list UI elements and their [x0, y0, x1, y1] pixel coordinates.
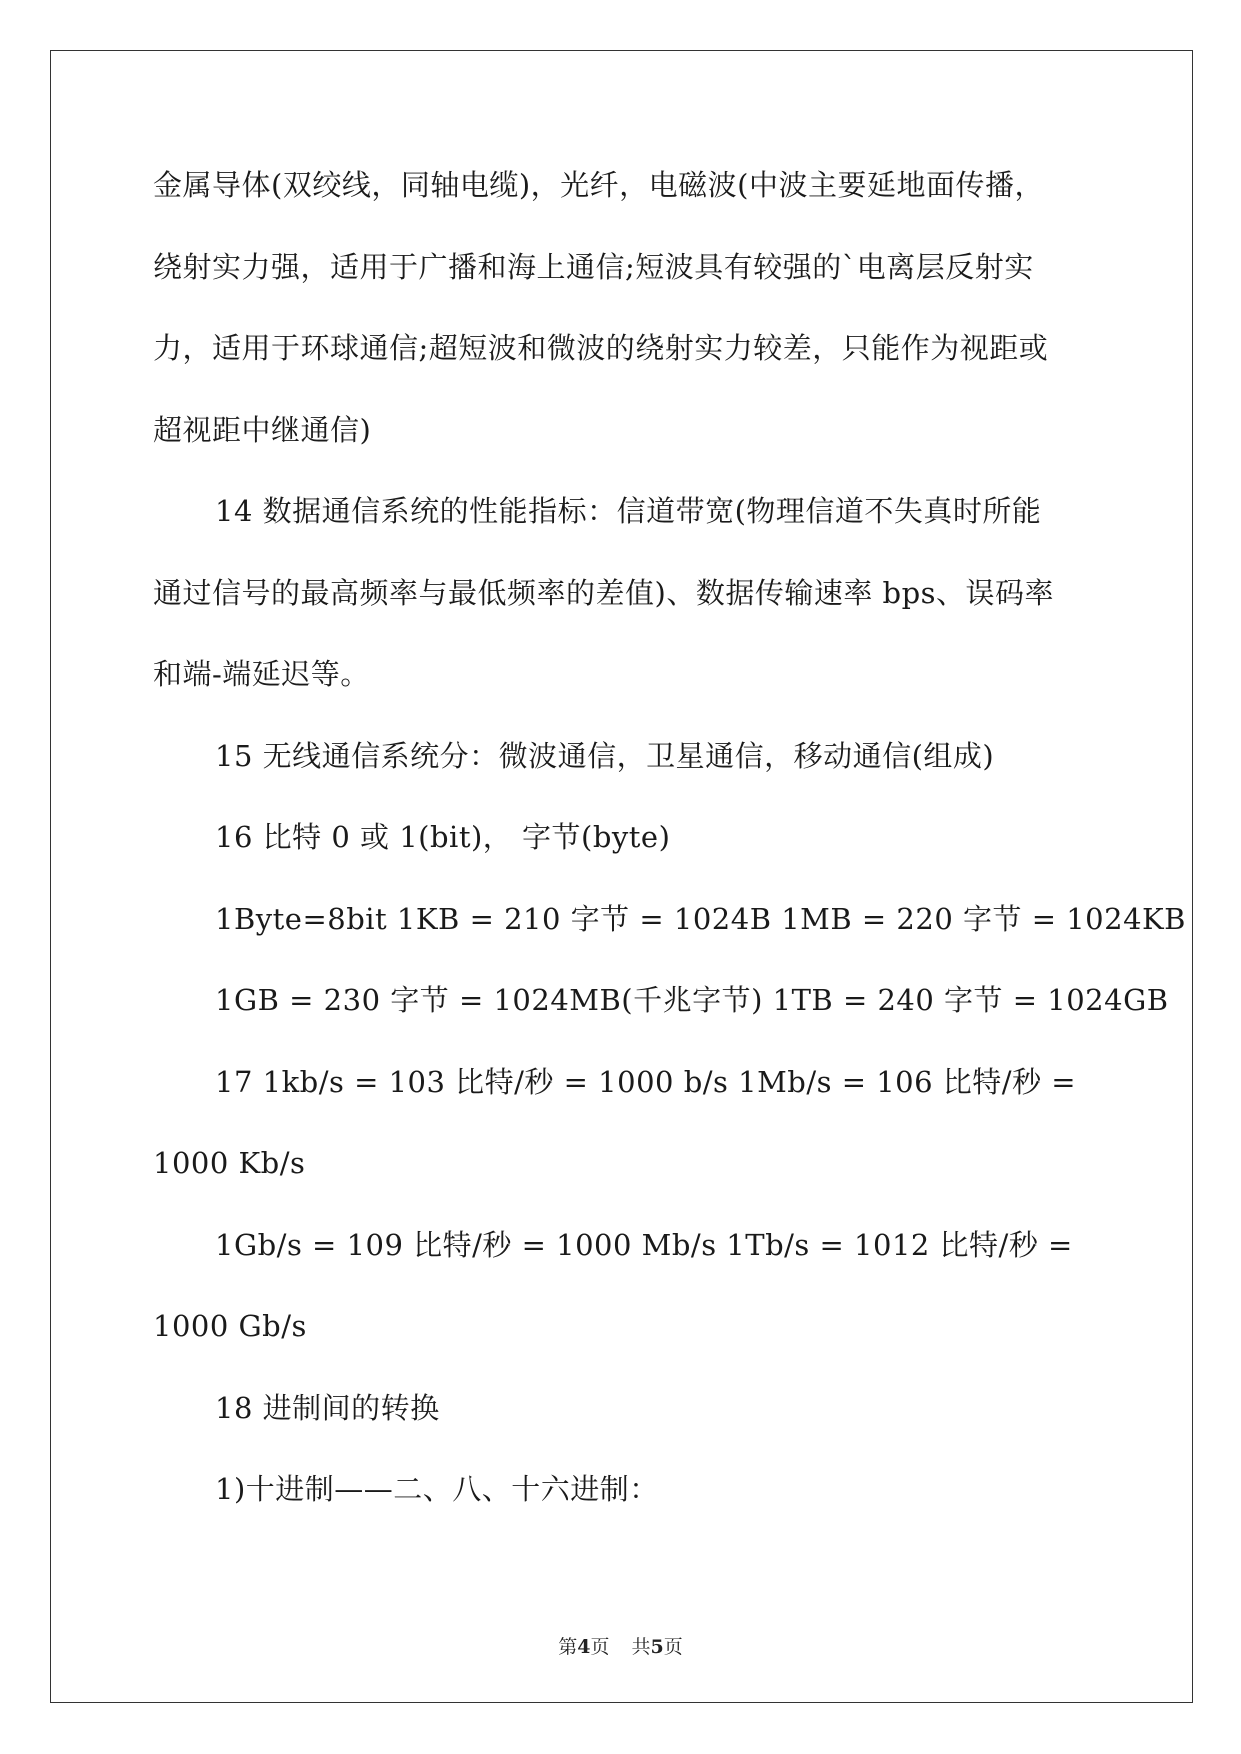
text-line: 力，适用于环球通信;超短波和微波的绕射实力较差，只能作为视距或 — [153, 331, 1049, 365]
text-line: 绕射实力强，适用于广播和海上通信;短波具有较强的`电离层反射实 — [153, 249, 1034, 284]
text-line: 18 进制间的转换 — [215, 1390, 440, 1425]
text-line: 1000 Gb/s — [153, 1309, 307, 1343]
text-line: 16 比特 0 或 1(bit)， 字节(byte) — [215, 820, 671, 854]
total-suffix: 页 — [663, 1636, 683, 1658]
text-line: 14 数据通信系统的性能指标：信道带宽(物理信道不失真时所能 — [215, 494, 1042, 528]
text-line: 1000 Kb/s — [153, 1146, 306, 1180]
text-line: 超视距中继通信) — [153, 412, 372, 447]
document-body — [153, 165, 1186, 1551]
text-line: 1Byte=8bit 1KB = 210 字节 = 1024B 1MB = 220 字节 = 1024KB — [215, 901, 1186, 936]
total-prefix: 共 — [631, 1636, 651, 1658]
text-line: 通过信号的最高频率与最低频率的差值)、数据传输速率 bps、误码率 — [153, 575, 1055, 610]
page-number: 4 — [577, 1636, 591, 1658]
text-line: 15 无线通信系统分：微波通信，卫星通信，移动通信(组成) — [215, 738, 995, 773]
total-pages: 5 — [650, 1636, 664, 1658]
page-prefix: 第 — [558, 1636, 578, 1658]
page-suffix: 页 — [590, 1636, 610, 1658]
text-line: 金属导体(双绞线，同轴电缆)，光纤，电磁波(中波主要延地面传播， — [153, 168, 1044, 202]
text-line: 1)十进制——二、八、十六进制： — [215, 1472, 659, 1506]
page-footer — [0, 1632, 1241, 1659]
text-line: 和端-端延迟等。 — [153, 657, 370, 691]
text-line: 17 1kb/s = 103 比特/秒 = 1000 b/s 1Mb/s = 106 比特/秒 = — [215, 1064, 1077, 1099]
text-line: 1Gb/s = 109 比特/秒 = 1000 Mb/s 1Tb/s = 1012 比特/秒 = — [215, 1227, 1073, 1262]
text-line: 1GB = 230 字节 = 1024MB(千兆字节) 1TB = 240 字节 = 1024GB — [215, 983, 1169, 1017]
